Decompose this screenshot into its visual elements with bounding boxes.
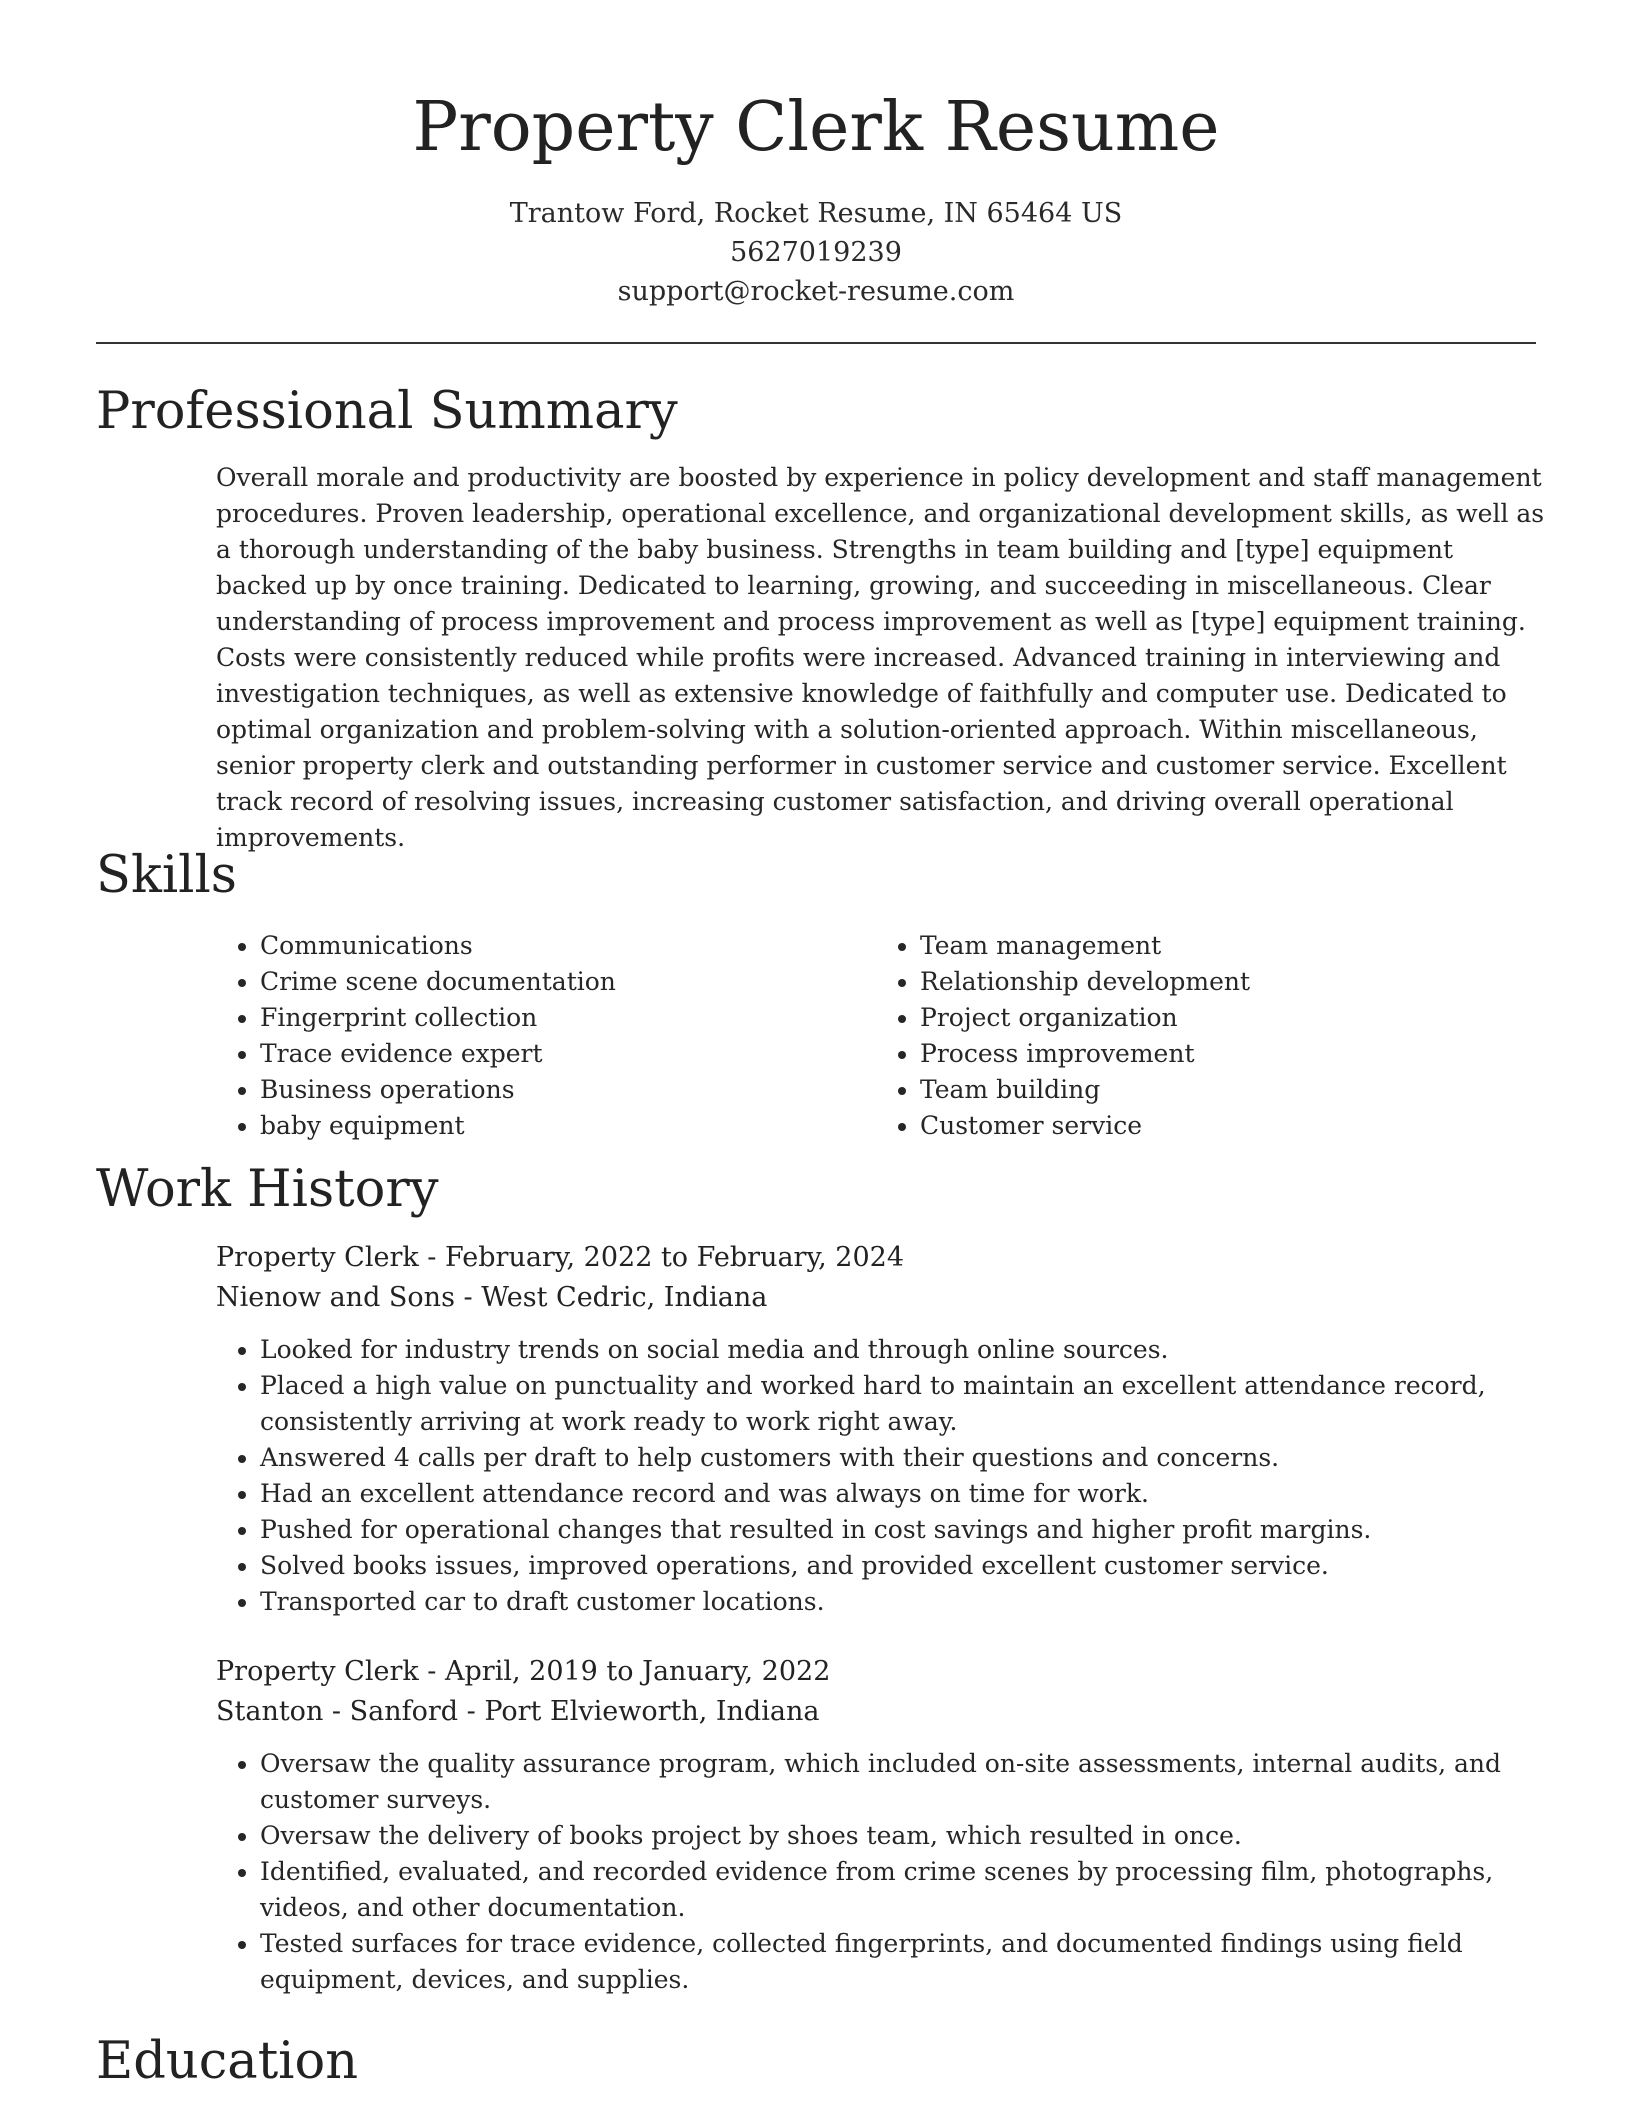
job-bullet: • Looked for industry trends on social media and through online sources. bbox=[260, 1332, 1546, 1368]
skills-heading: Skills bbox=[96, 846, 237, 905]
summary-heading: Professional Summary bbox=[96, 382, 678, 441]
job-entry bbox=[216, 1652, 1546, 1998]
contact-address: Trantow Ford, Rocket Resume, IN 65464 US bbox=[509, 198, 1123, 229]
skills-list bbox=[216, 928, 1536, 1144]
job-bullet: • Placed a high value on punctuality and worked hard to maintain an excellent attendance record, consistently arriving at work ready to work right away. bbox=[260, 1368, 1546, 1440]
skill-item: • Crime scene documentation bbox=[260, 964, 876, 1000]
job-bullet: • Transported car to draft customer locations. bbox=[260, 1584, 1546, 1620]
job-bullet: • Had an excellent attendance record and was always on time for work. bbox=[260, 1476, 1546, 1512]
job-bullet-list bbox=[216, 1746, 1546, 1998]
job-bullet: • Pushed for operational changes that resulted in cost savings and higher profit margins. bbox=[260, 1512, 1546, 1548]
skill-item: • Business operations bbox=[260, 1072, 876, 1108]
work-history-heading: Work History bbox=[96, 1160, 439, 1219]
job-bullet: • Tested surfaces for trace evidence, collected fingerprints, and documented findings using field equipment, devices, and supplies. bbox=[260, 1926, 1546, 1998]
header-divider bbox=[96, 342, 1536, 344]
skill-item: • Trace evidence expert bbox=[260, 1036, 876, 1072]
skill-item: • Customer service bbox=[920, 1108, 1536, 1144]
skill-item: • baby equipment bbox=[260, 1108, 876, 1144]
job-bullet: • Oversaw the delivery of books project by shoes team, which resulted in once. bbox=[260, 1818, 1546, 1854]
job-company-line: Nienow and Sons - West Cedric, Indiana bbox=[216, 1282, 768, 1313]
skill-item: • Communications bbox=[260, 928, 876, 964]
skill-item: • Project organization bbox=[920, 1000, 1536, 1036]
skill-item: • Process improvement bbox=[920, 1036, 1536, 1072]
job-title-line: Property Clerk - April, 2019 to January, 2022 bbox=[216, 1656, 831, 1687]
job-bullet: • Oversaw the quality assurance program, which included on-site assessments, internal audits, and customer surveys. bbox=[260, 1746, 1546, 1818]
contact-block bbox=[0, 194, 1632, 311]
contact-phone: 5627019239 bbox=[730, 237, 902, 268]
summary-text: Overall morale and productivity are boosted by experience in policy development and staff management procedures. Proven leadership, operational excellence, and organizational development skills, as well as a thorough understanding of the baby business. Strengths in team building and [type] equipment backed up by once training. Dedicated to learning, growing, and succeeding in miscellaneous. Clear understanding of process improvement and process improvement as well as [type] equipment training. Costs were consistently reduced while profits were increased. Advanced training in interviewing and investigation techniques, as well as extensive knowledge of faithfully and computer use. Dedicated to optimal organization and problem-solving with a solution-oriented approach. Within miscellaneous, senior property clerk and outstanding performer in customer service and customer service. Excellent track record of resolving issues, increasing customer satisfaction, and driving overall operational improvements. bbox=[216, 463, 1545, 852]
job-entry bbox=[216, 1238, 1546, 1620]
contact-email: support@rocket-resume.com bbox=[617, 276, 1015, 307]
skill-item: • Fingerprint collection bbox=[260, 1000, 876, 1036]
skill-item: • Team management bbox=[920, 928, 1536, 964]
skill-item: • Relationship development bbox=[920, 964, 1536, 1000]
resume-header bbox=[0, 0, 1632, 311]
education-heading: Education bbox=[96, 2032, 359, 2091]
skills-column-right bbox=[876, 928, 1536, 1144]
job-bullet: • Identified, evaluated, and recorded evidence from crime scenes by processing film, photographs, videos, and other documentation. bbox=[260, 1854, 1546, 1926]
job-company-line: Stanton - Sanford - Port Elvieworth, Indiana bbox=[216, 1696, 820, 1727]
job-bullet-list bbox=[216, 1332, 1546, 1620]
skill-item: • Team building bbox=[920, 1072, 1536, 1108]
resume-title: Property Clerk Resume bbox=[412, 88, 1220, 167]
skills-column-left bbox=[216, 928, 876, 1144]
job-bullet: • Answered 4 calls per draft to help customers with their questions and concerns. bbox=[260, 1440, 1546, 1476]
job-bullet: • Solved books issues, improved operations, and provided excellent customer service. bbox=[260, 1548, 1546, 1584]
job-title-line: Property Clerk - February, 2022 to February, 2024 bbox=[216, 1242, 905, 1273]
